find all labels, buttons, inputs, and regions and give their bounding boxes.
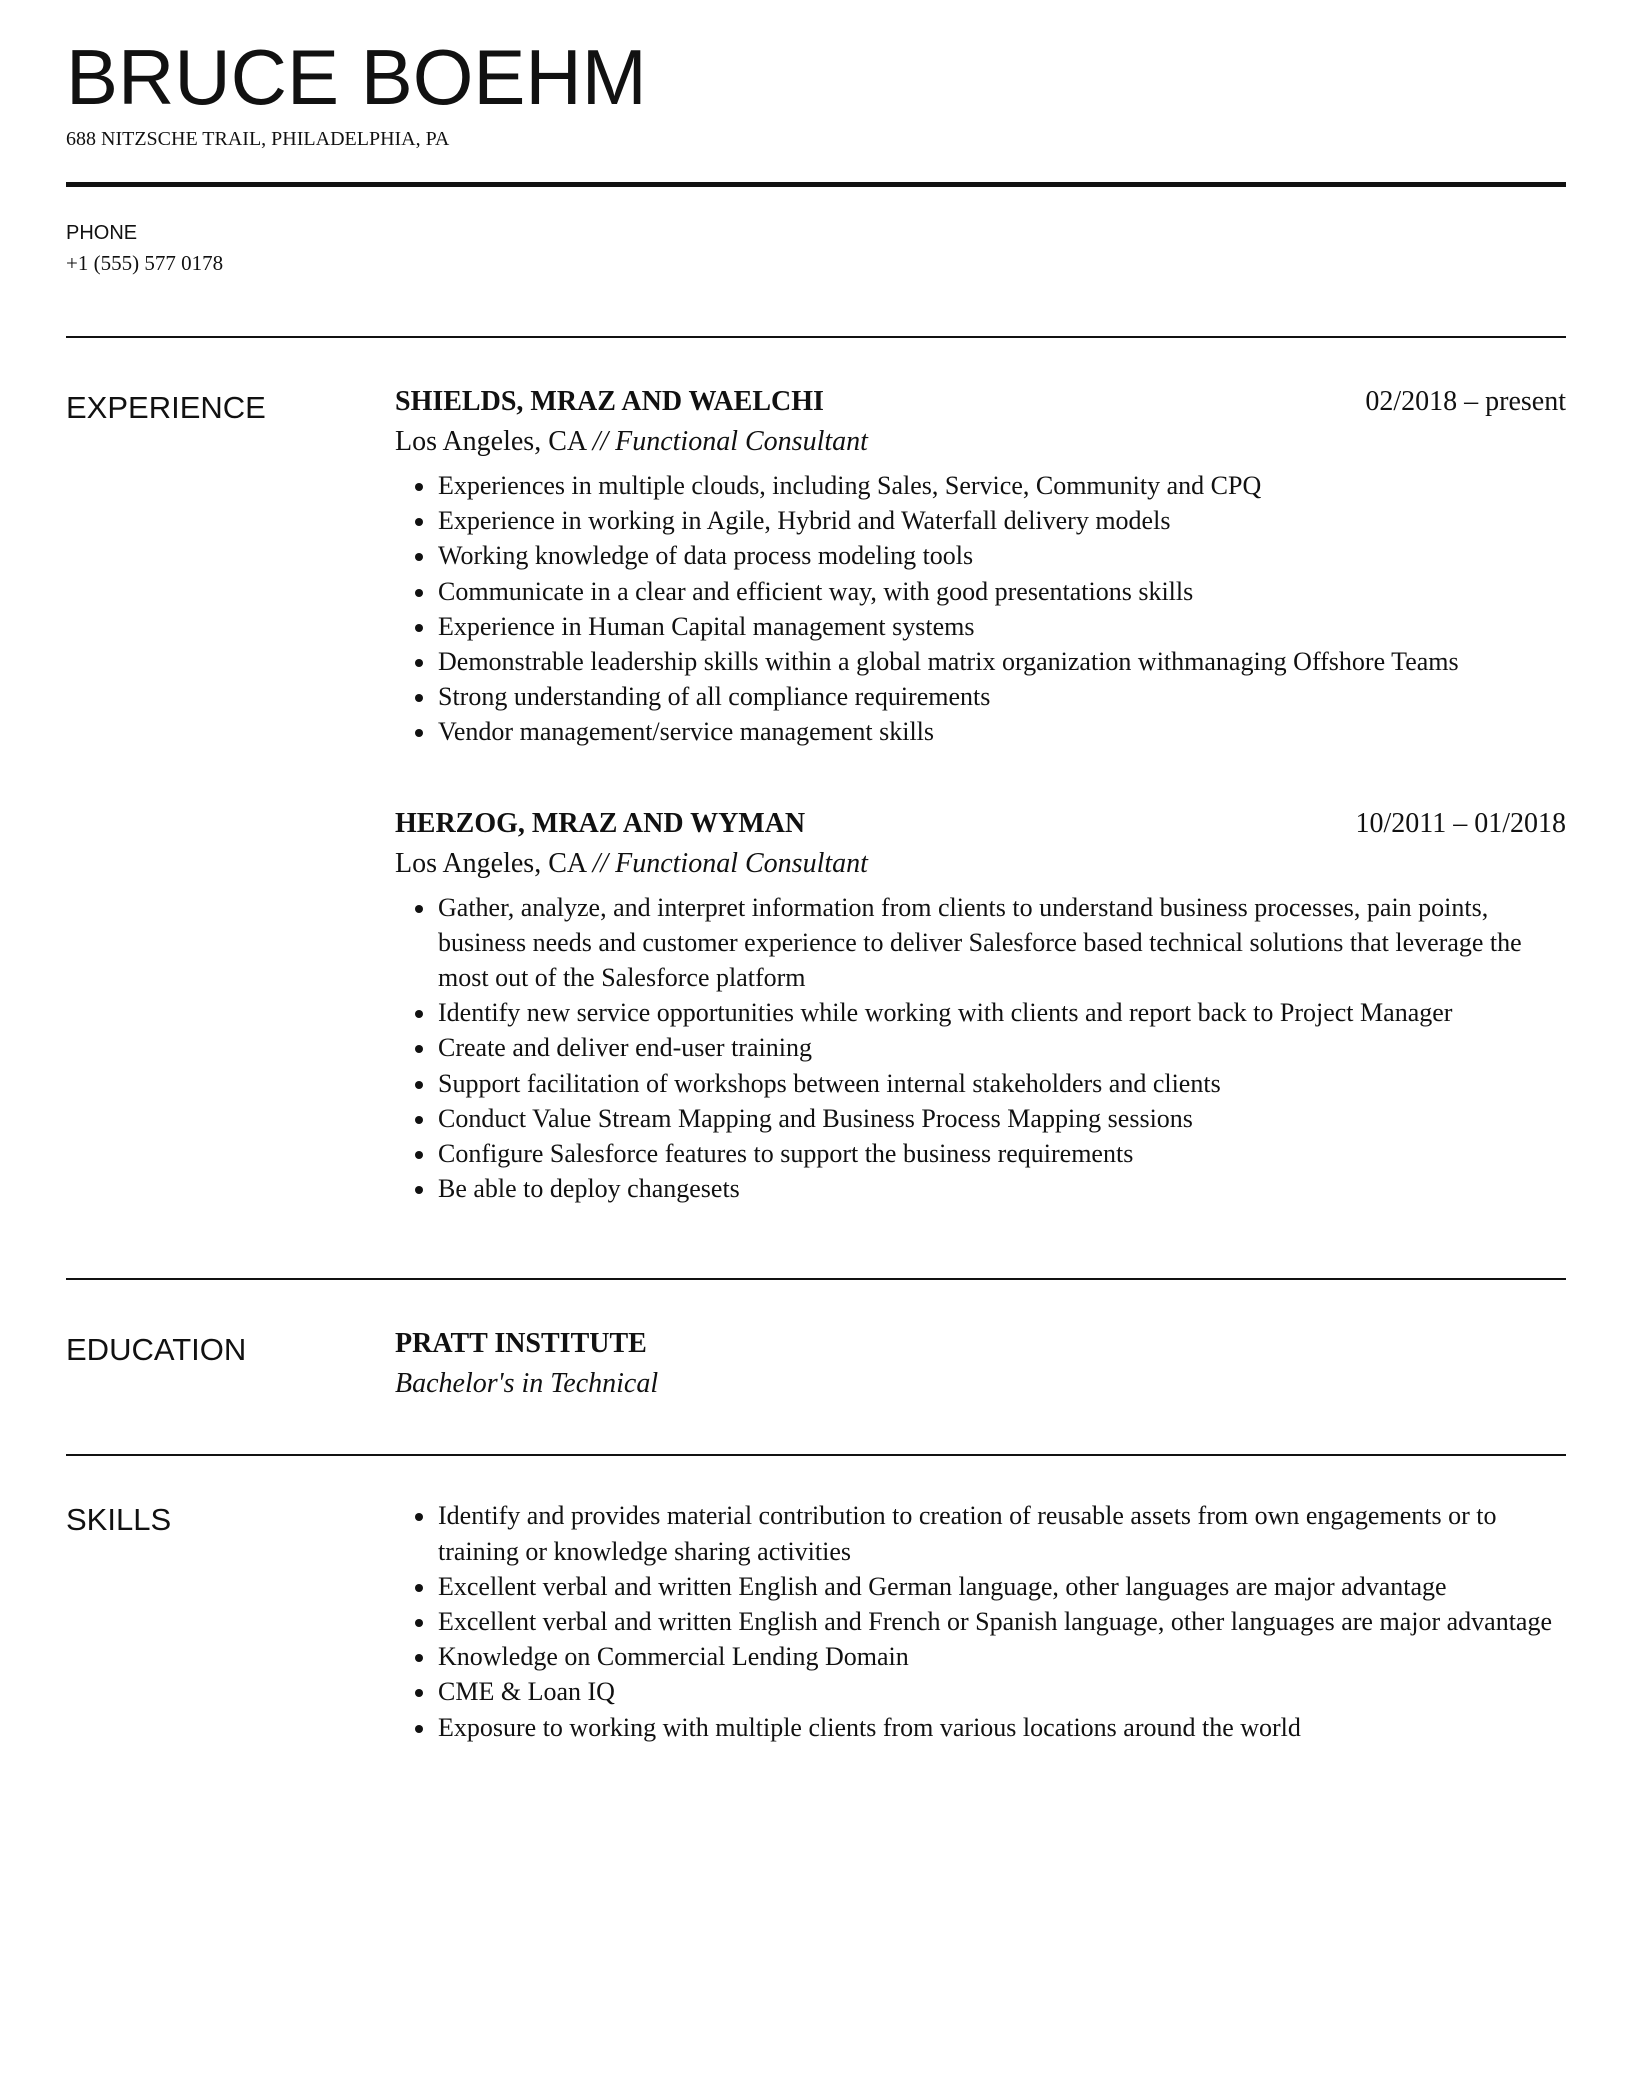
- job-header: [395, 808, 1566, 840]
- job-bullet: • Gather, analyze, and interpret information from clients to understand business processes, pain points, business needs and customer experience to deliver Salesforce based technical solutions that leverage the most out of the Salesforce platform: [437, 890, 1566, 996]
- job-entry: [395, 386, 1566, 750]
- skill-item: • Identify and provides material contribution to creation of reusable assets from own engagements or to training or knowledge sharing activities: [437, 1498, 1566, 1568]
- skill-item: • Excellent verbal and written English and French or Spanish language, other languages are major advantage: [437, 1604, 1566, 1639]
- education-degree: Bachelor's in Technical: [395, 1368, 659, 1400]
- job-bullet: • Support facilitation of workshops between internal stakeholders and clients: [437, 1066, 1566, 1101]
- education-body: [395, 1328, 1566, 1400]
- job-dates: 02/2018 – present: [1365, 386, 1566, 417]
- job-bullet: • Vendor management/service management skills: [437, 714, 1566, 749]
- job-bullet: • Experience in working in Agile, Hybrid and Waterfall delivery models: [437, 503, 1566, 538]
- job-bullet: • Working knowledge of data process modeling tools: [437, 538, 1566, 573]
- experience-body: [395, 386, 1566, 1206]
- job-separator: //: [592, 847, 609, 879]
- job-bullet: • Demonstrable leadership skills within a global matrix organization withmanaging Offshore Teams: [437, 644, 1566, 679]
- job-bullet: • Identify new service opportunities while working with clients and report back to Project Manager: [437, 995, 1566, 1030]
- job-bullet: • Strong understanding of all compliance requirements: [437, 679, 1566, 714]
- job-entry: [395, 808, 1566, 1207]
- job-bullet: • Create and deliver end-user training: [437, 1030, 1566, 1065]
- job-location: Los Angeles, CA: [395, 847, 586, 879]
- job-header: [395, 386, 1566, 418]
- experience-divider: [66, 1278, 1566, 1280]
- job-subtitle: [395, 426, 1566, 458]
- education-divider: [66, 1454, 1566, 1456]
- job-role: Functional Consultant: [615, 426, 868, 457]
- job-bullet-list: [395, 468, 1566, 750]
- contact-divider: [66, 336, 1566, 338]
- job-company: HERZOG, MRAZ AND WYMAN: [395, 807, 806, 839]
- skills-section: [66, 1501, 1566, 1744]
- job-bullet: • Be able to deploy changesets: [437, 1171, 1566, 1206]
- job-separator: //: [592, 426, 609, 457]
- phone-label: PHONE: [66, 222, 138, 244]
- job-bullet: • Experience in Human Capital management systems: [437, 609, 1566, 644]
- candidate-address: 688 NITZSCHE TRAIL, PHILADELPHIA, PA: [66, 128, 450, 150]
- job-bullet: • Conduct Value Stream Mapping and Business Process Mapping sessions: [437, 1101, 1566, 1136]
- job-bullet-list: [395, 890, 1566, 1207]
- section-title-skills: SKILLS: [66, 1502, 172, 1538]
- job-bullet: • Configure Salesforce features to support the business requirements: [437, 1136, 1566, 1171]
- skill-item: • Excellent verbal and written English and German language, other languages are major advantage: [437, 1569, 1566, 1604]
- job-bullet: • Experiences in multiple clouds, including Sales, Service, Community and CPQ: [437, 468, 1566, 503]
- skills-bullet-list: [395, 1498, 1566, 1744]
- section-title-experience: EXPERIENCE: [66, 390, 266, 425]
- job-role: Functional Consultant: [615, 847, 868, 879]
- header-divider: [66, 182, 1566, 187]
- candidate-name: BRUCE BOEHM: [66, 33, 647, 121]
- experience-section: [66, 386, 1566, 1206]
- education-school: PRATT INSTITUTE: [395, 1328, 647, 1360]
- job-bullet: • Communicate in a clear and efficient way, with good presentations skills: [437, 574, 1566, 609]
- education-section: [66, 1328, 1566, 1400]
- skills-body: [395, 1501, 1566, 1744]
- skill-item: • CME & Loan IQ: [437, 1674, 1566, 1709]
- job-dates: 10/2011 – 01/2018: [1355, 807, 1566, 839]
- skill-item: • Exposure to working with multiple clients from various locations around the world: [437, 1710, 1566, 1745]
- phone-number: +1 (555) 577 0178: [66, 251, 224, 275]
- job-company: SHIELDS, MRAZ AND WAELCHI: [395, 386, 824, 417]
- job-location: Los Angeles, CA: [395, 426, 586, 457]
- skill-item: • Knowledge on Commercial Lending Domain: [437, 1639, 1566, 1674]
- job-subtitle: [395, 848, 1566, 880]
- section-title-education: EDUCATION: [66, 1332, 247, 1368]
